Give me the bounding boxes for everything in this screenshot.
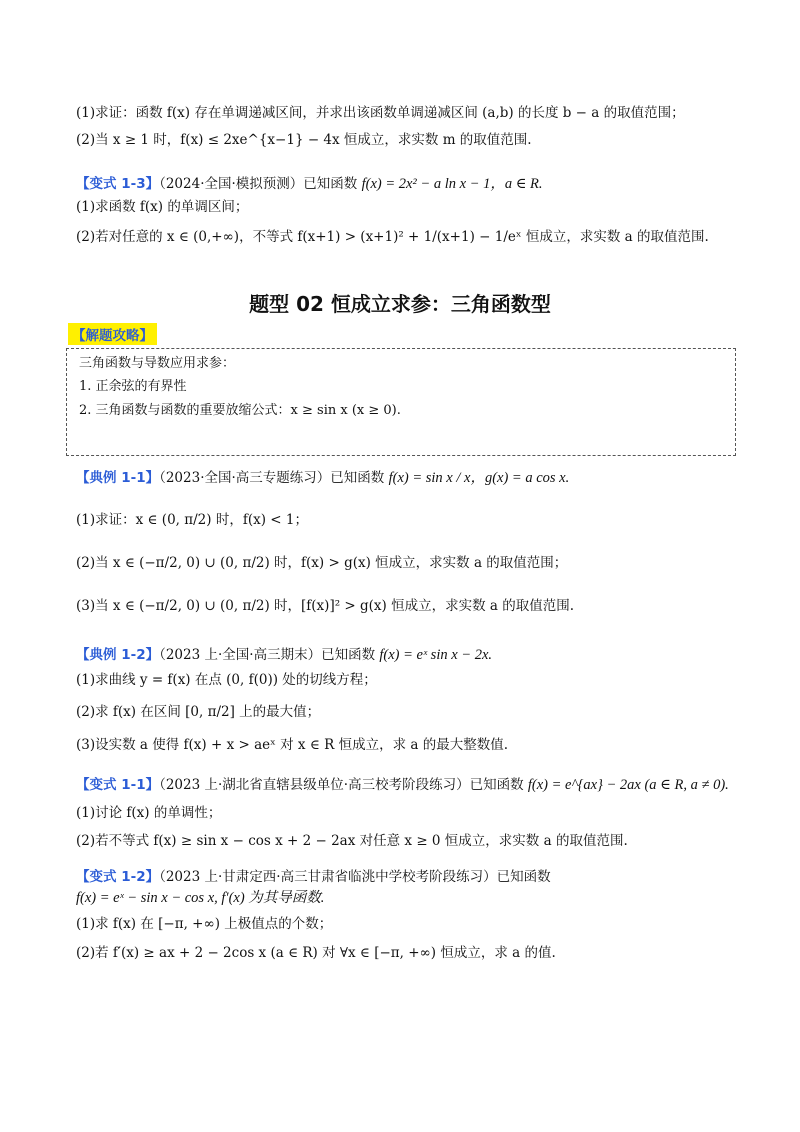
problem-header <box>76 469 770 487</box>
section-title: 题型 02 恒成立求参：三角函数型 <box>249 292 551 316</box>
problem-header <box>76 175 770 193</box>
tips-line: 2. 三角函数与函数的重要放缩公式：x ≥ sin x (x ≥ 0). <box>79 403 401 418</box>
problem-header <box>76 646 770 664</box>
problem-formula: f(x) = e^{ax} − 2ax (a ∈ R, a ≠ 0). <box>527 777 729 793</box>
problem-source: （2024·全国·模拟预测）已知函数 <box>159 176 358 192</box>
question-line: (1)求函数 f(x) 的单调区间； <box>76 199 249 215</box>
question-line: (2)若不等式 f(x) ≥ sin x − cos x + 2 − 2ax 对任意 x ≥ 0 恒成立，求实数 a 的取值范围. <box>76 833 628 849</box>
question-line: (1)求曲线 y = f(x) 在点 (0, f(0)) 处的切线方程； <box>76 672 377 688</box>
question-line: (2)当 x ≥ 1 时，f(x) ≤ 2xe^{x−1} − 4x 恒成立，求实数 m 的取值范围. <box>76 132 532 148</box>
problem-formula-text: f(x) = eˣ − sin x − cos x, f′(x) 为其导函数. <box>76 890 325 906</box>
tips-line: 三角函数与导数应用求参： <box>79 356 236 371</box>
problem-source: （2023 上·全国·高三期末）已知函数 <box>159 647 376 663</box>
problem-tag: 【典例 1-1】 <box>76 470 160 486</box>
problem-tag: 【变式 1-3】 <box>76 176 160 192</box>
question-line: (1)讨论 f(x) 的单调性； <box>76 805 222 821</box>
tips-label: 【解题攻略】 <box>68 323 157 345</box>
problem-formula: f(x) = sin x / x，g(x) = a cos x. <box>388 470 570 486</box>
problem-tag: 【典例 1-2】 <box>76 647 160 663</box>
question-line: (2)若 f′(x) ≥ ax + 2 − 2cos x (a ∈ R) 对 ∀x ∈ [−π, +∞) 恒成立，求 a 的值. <box>76 945 556 961</box>
problem-source: （2023 上·湖北省直辖县级单位·高三校考阶段练习）已知函数 <box>159 777 524 793</box>
question-line: (2)当 x ∈ (−π/2, 0) ∪ (0, π/2) 时，f(x) > g(x) 恒成立，求实数 a 的取值范围； <box>76 555 568 571</box>
question-line: (3)当 x ∈ (−π/2, 0) ∪ (0, π/2) 时，[f(x)]² > g(x) 恒成立，求实数 a 的取值范围. <box>76 598 575 614</box>
problem-tag: 【变式 1-1】 <box>76 777 160 793</box>
question-line: (1)求证：函数 f(x) 存在单调递减区间，并求出该函数单调递减区间 (a,b) 的长度 b − a 的取值范围； <box>76 105 685 121</box>
problem-header <box>76 776 770 794</box>
question-line: (1)求 f(x) 在 [−π, +∞) 上极值点的个数； <box>76 916 333 932</box>
problem-tag: 【变式 1-2】 <box>76 869 160 885</box>
problem-source: （2023 上·甘肃定西·高三甘肃省临洮中学校考阶段练习）已知函数 <box>159 869 551 885</box>
problem-source: （2023·全国·高三专题练习）已知函数 <box>159 470 385 486</box>
problem-formula <box>76 889 770 907</box>
question-line: (1)求证：x ∈ (0, π/2) 时，f(x) < 1； <box>76 512 308 528</box>
tips-box <box>66 348 736 456</box>
problem-header <box>76 868 770 886</box>
question-line: (3)设实数 a 使得 f(x) + x > aeˣ 对 x ∈ R 恒成立，求 a 的最大整数值. <box>76 737 508 753</box>
problem-formula: f(x) = eˣ sin x − 2x. <box>379 647 493 663</box>
question-line: (2)求 f(x) 在区间 [0, π/2] 上的最大值； <box>76 704 321 720</box>
tips-line: 1. 正余弦的有界性 <box>79 379 187 394</box>
problem-formula: f(x) = 2x² − a ln x − 1，a ∈ R. <box>361 176 543 192</box>
question-line: (2)若对任意的 x ∈ (0,+∞)，不等式 f(x+1) > (x+1)² + 1/(x+1) − 1/eˣ 恒成立，求实数 a 的取值范围. <box>76 229 709 245</box>
